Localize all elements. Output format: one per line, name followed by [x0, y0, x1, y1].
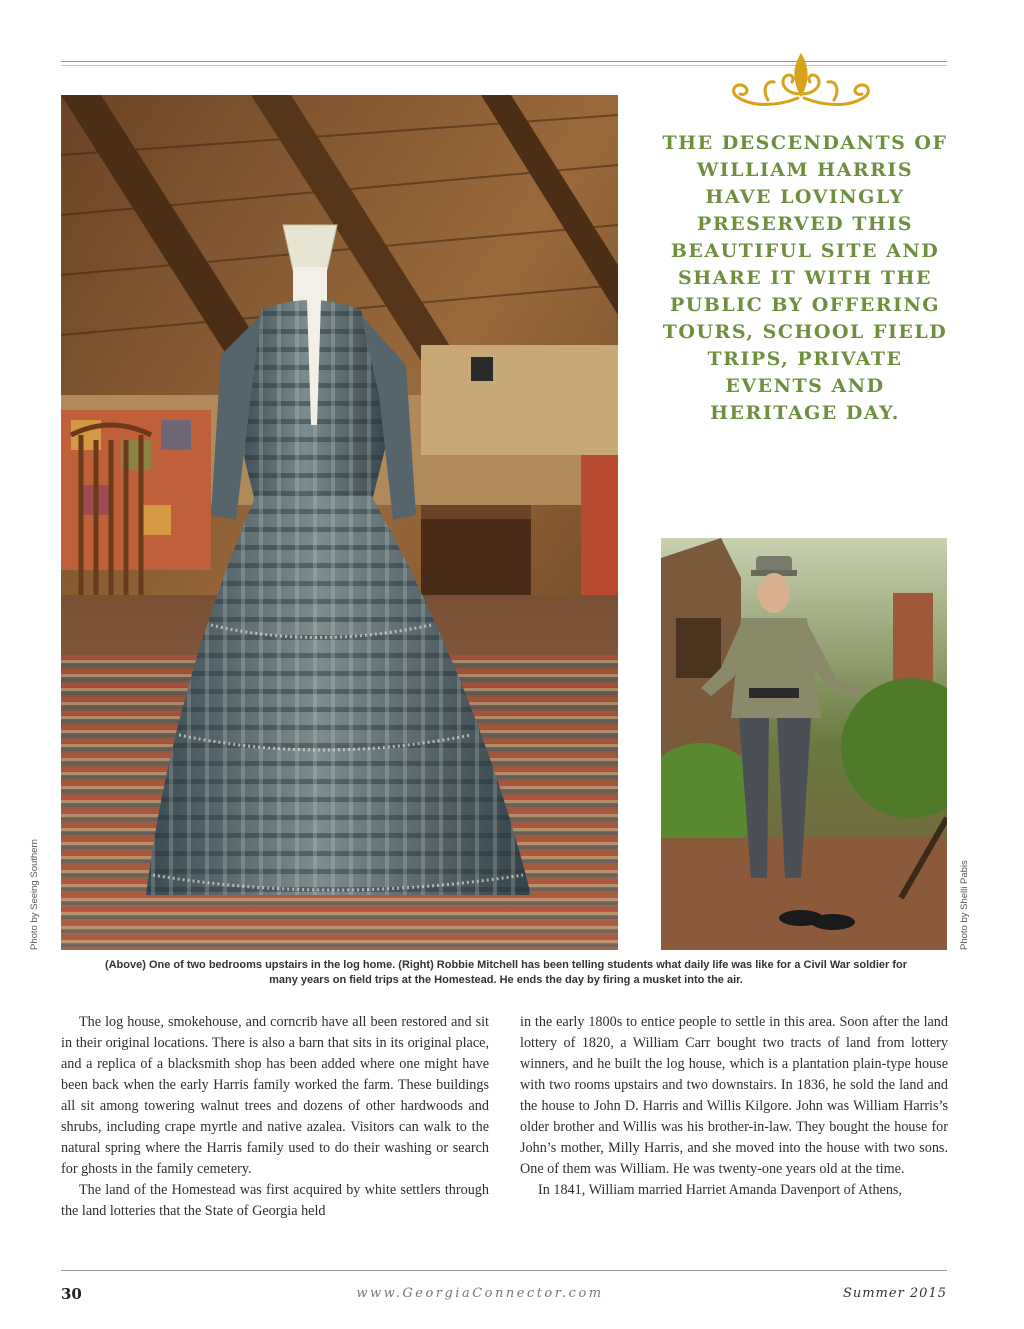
- article-column-right: [520, 1012, 948, 1201]
- pull-quote: THE DESCENDANTS OF WILLIAM HARRIS HAVE LOVINGLY PRESERVED THIS BEAUTIFUL SITE AND SHARE IT WITH THE PUBLIC BY OFFERING TOURS, SCHOOL FIELD TRIPS, PRIVATE EVENTS AND HERITAGE DAY.: [662, 132, 948, 424]
- paragraph: in the early 1800s to entice people to settle in this area. Soon after the land lottery of 1820, a William Carr bought two tracts of land from lottery winners, and he built the log house, which is a plantation plain-type house with two rooms upstairs and two downstairs. In 1836, he sold the land and the house to John D. Harris and Willis Kilgore. John was William Harris’s older brother and Willis was his brother-in-law. They bought the house for John’s mother, Milly Harris, and she moved into the house with two sons. One of them was William. He was twenty-one years old at the time.: [520, 1014, 948, 1177]
- issue-label: Summer 2015: [842, 1286, 947, 1301]
- footer-rule: [61, 1270, 947, 1271]
- article-column-left: [61, 1012, 489, 1222]
- website-url: www.GeorgiaConnector.com: [356, 1286, 604, 1301]
- reenactor-photo: [661, 538, 947, 950]
- photo-caption: (Above) One of two bedrooms upstairs in the log home. (Right) Robbie Mitchell has been telling students what daily life was like for a Civil War soldier for many years on field trips at the Homestead. He ends the day by firing a musket into the air.: [104, 959, 908, 986]
- paragraph: The log house, smokehouse, and corncrib have all been restored and sit in their original locations. There is also a barn that sits in its original place, and a replica of a blacksmith shop has been added where one might have been back when the early Harris family worked the farm. These buildings all sit among towering walnut trees and dozens of other hardwoods and shrubs, including crape myrtle and native azalea. Visitors can walk to the natural spring where the Harris family used to do their washing or search for ghosts in the family cemetery.: [61, 1014, 489, 1177]
- paragraph: In 1841, William married Harriet Amanda Davenport of Athens,: [538, 1182, 903, 1198]
- page-number: 30: [61, 1285, 82, 1303]
- bedroom-dress-photo: [61, 95, 618, 950]
- paragraph: The land of the Homestead was first acquired by white settlers through the land lotteries that the State of Georgia held: [61, 1182, 489, 1219]
- fleur-de-lis-scroll-icon: [728, 50, 874, 114]
